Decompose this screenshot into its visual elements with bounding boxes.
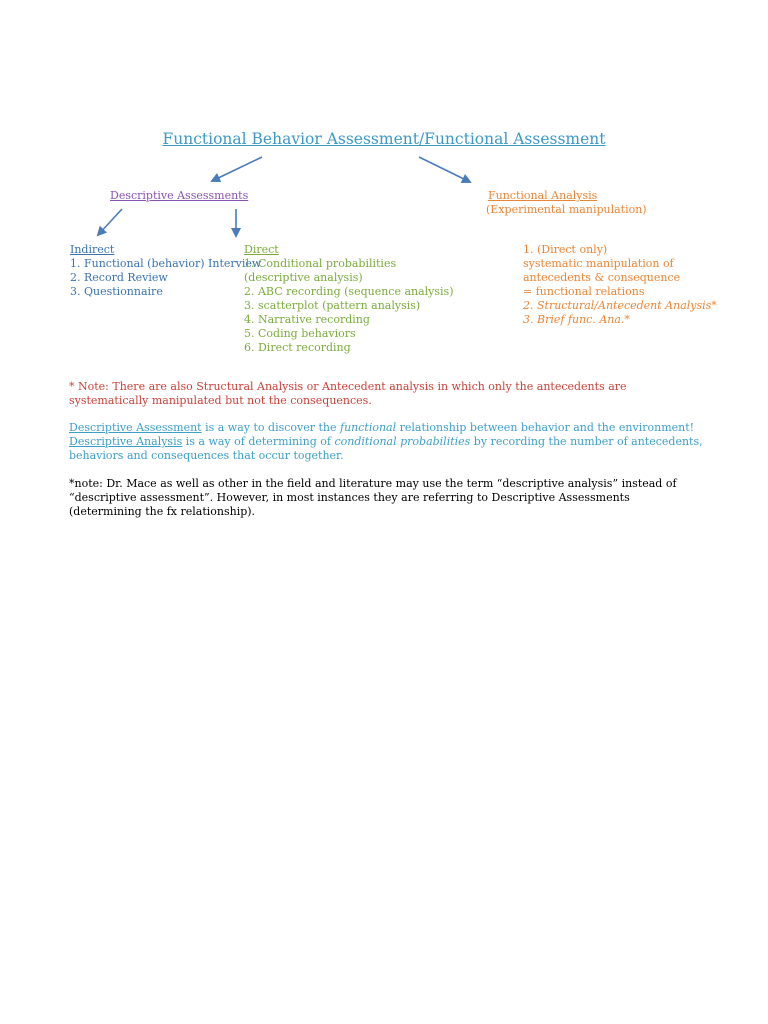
definition-descriptive-analysis xyxy=(69,435,709,463)
list-item: (descriptive analysis) xyxy=(244,271,363,284)
list-item: 5. Coding behaviors xyxy=(244,327,356,340)
list-item: 1. (Direct only) xyxy=(523,243,608,256)
list-item: = functional relations xyxy=(523,285,645,298)
definition-text: by recording the number of antecedents, behaviors and consequences that occur together. xyxy=(69,435,703,462)
indirect-heading: Indirect xyxy=(70,243,115,256)
list-item: 3. Questionnaire xyxy=(70,285,163,298)
definition-text: is a way to discover the xyxy=(201,421,341,434)
definition-text: is a way of determining of xyxy=(182,435,335,448)
definition-text: relationship between behavior and the environment! xyxy=(396,421,695,434)
list-item: 2. Structural/Antecedent Analysis* xyxy=(523,299,717,312)
term-descriptive-analysis: Descriptive Analysis xyxy=(69,435,183,448)
direct-heading: Direct xyxy=(244,243,279,256)
definition-emphasis: conditional probabilities xyxy=(334,435,471,448)
direct-section xyxy=(244,243,454,355)
indirect-section xyxy=(70,243,261,299)
term-descriptive-assessment: Descriptive Assessment xyxy=(69,421,202,434)
list-item: antecedents & consequence xyxy=(523,271,681,284)
descriptive-assessments-heading: Descriptive Assessments xyxy=(110,189,249,202)
list-item: 3. scatterplot (pattern analysis) xyxy=(244,299,421,312)
list-item: 2. Record Review xyxy=(70,271,168,284)
arrow-to-indirect xyxy=(98,209,122,235)
list-item: 1. Conditional probabilities xyxy=(244,257,397,270)
functional-analysis-section xyxy=(523,243,717,327)
functional-analysis-heading: Functional Analysis xyxy=(488,189,598,202)
list-item: 2. ABC recording (sequence analysis) xyxy=(244,285,454,298)
list-item: 3. Brief func. Ana.* xyxy=(523,313,630,326)
structural-analysis-note: * Note: There are also Structural Analysis or Antecedent analysis in which only the antecedents are systematically manipulated but not the consequences. xyxy=(69,380,627,407)
definition-emphasis: functional xyxy=(340,421,397,434)
functional-analysis-subheading: (Experimental manipulation) xyxy=(486,203,647,216)
mace-note: *note: Dr. Mace as well as other in the field and literature may use the term “descriptive analysis” instead of “descriptive assessment”. However, in most instances they are referring to Descriptive Assessments (determining the fx relationship). xyxy=(69,477,677,518)
list-item: 6. Direct recording xyxy=(244,341,351,354)
list-item: systematic manipulation of xyxy=(523,257,674,270)
arrow-to-descriptive xyxy=(212,157,262,181)
list-item: 1. Functional (behavior) Interview xyxy=(70,257,262,270)
arrow-to-functional xyxy=(419,157,470,182)
list-item: 4. Narrative recording xyxy=(244,313,370,326)
page-title: Functional Behavior Assessment/Functional Assessment xyxy=(162,130,606,148)
definition-descriptive-assessment xyxy=(69,421,709,435)
